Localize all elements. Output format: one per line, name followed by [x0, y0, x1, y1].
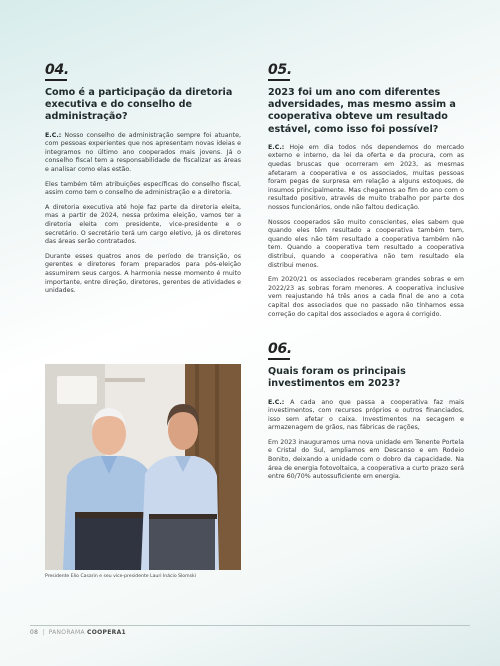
section-question: Como é a participação da diretoria executiva e do conselho de administração? [45, 87, 233, 123]
number-underline [268, 358, 290, 360]
section-04 [45, 62, 241, 296]
footer-divider [30, 625, 470, 626]
paragraph: Eles também têm atribuições específicas do conselho fiscal, assim como tem o conselho de administração e a diretoria. [45, 180, 241, 197]
number-underline [45, 79, 67, 81]
paragraph: Durante esses quatros anos de período de transição, os gerentes e diretores foram preparados para pós-eleição assumirem seus cargos. A harmonia nesse momento é muito importante, entre direção, diretores, gerentes de atividades e unidades. [45, 252, 241, 295]
paragraph: Nossos cooperados são muito conscientes, eles sabem que quando eles têm resultado a cooperativa também tem, quando eles não têm resultado a cooperativa também não tem. Quando a cooperativa tem resultado a cooperativa distribui, quando a cooperativa não tem resultado ela distribui menos. [268, 218, 464, 269]
interviewee-initials: E.C.: [268, 143, 285, 151]
footer-separator: | [42, 629, 45, 636]
left-column [45, 62, 241, 302]
executives-photo [45, 364, 241, 570]
publication-name: PANORAMA COOPERA1 [48, 629, 126, 636]
section-number: 06. [268, 341, 292, 358]
section-05 [268, 62, 464, 319]
section-number: 05. [268, 62, 292, 78]
photo-caption: Presidente Elio Casarin e seu vice-presidente Lauri Inácio Slomski [45, 574, 196, 579]
paragraph: E.C.: A cada ano que passa a cooperativa faz mais investimentos, com recursos próprios e outros financiados, isso sem afetar o caixa. Investimentos na secagem e armazenagem de grãos, nas fábricas de rações, [268, 398, 464, 432]
number-underline [268, 79, 290, 81]
section-question: Quais foram os principais investimentos em 2023? [268, 366, 406, 390]
right-column [268, 62, 464, 488]
paragraph: E.C.: Nosso conselho de administração sempre foi atuante, com pessoas experientes que nos apresentam novas ideias e integramos no último ano cooperados mais jovens. Já o conselho fiscal tem a responsabilidade de fiscalizar as áreas e analisar como elas estão. [45, 131, 241, 173]
interviewee-initials: E.C.: [268, 398, 285, 406]
paragraph: Em 2020/21 os associados receberam grandes sobras e em 2022/23 as sobras foram menores. A cooperativa inclusive vem reajustando há três anos a cada final de ano a cota capital dos associados que no passado não tínhamos essa correção do capital dos associados e agora é corrigido. [268, 276, 464, 318]
section-question: 2023 foi um ano com diferentes adversidades, mas mesmo assim a cooperativa obteve um resultado estável, como isso foi possível? [268, 87, 456, 135]
paragraph: A diretoria executiva até hoje faz parte da diretoria eleita, mas a partir de 2024, nessa próxima eleição, vamos ter a diretoria eleita com presidente, vice-presidente e o secretário. O secretário terá um cargo eletivo, já os diretores das áreas serão contratados. [45, 203, 241, 246]
paragraph: E.C.: Hoje em dia todos nós dependemos do mercado externo e interno, da lei da oferta e da procura, com as quedas bruscas que ocorreram em 2023, as mesmas afetaram a cooperativa e os associados, muitas pessoas foram pegas de surpresa em relação a alguns estoques, de insumos principalmente. Mas chegamos ao fim do ano com o resultado positivo, através de muito trabalho por parte dos nossos funcionários, onde não faltou dedicação. [268, 143, 464, 211]
section-number: 04. [45, 62, 69, 78]
page-number: 08 [30, 629, 39, 636]
paragraph: Em 2023 inauguramos uma nova unidade em Tenente Portela e Cristal do Sul, ampliamos em Descanso e em Rodeio Bonito, deixando a unidade com o dobro da capacidade. Na área de energia fotovoltaica, a cooperativa a curto prazo será entre 60/70% autossuficiente em energia. [268, 438, 464, 481]
page-footer [30, 629, 126, 636]
section-06 [268, 341, 464, 482]
interviewee-initials: E.C.: [45, 131, 62, 139]
